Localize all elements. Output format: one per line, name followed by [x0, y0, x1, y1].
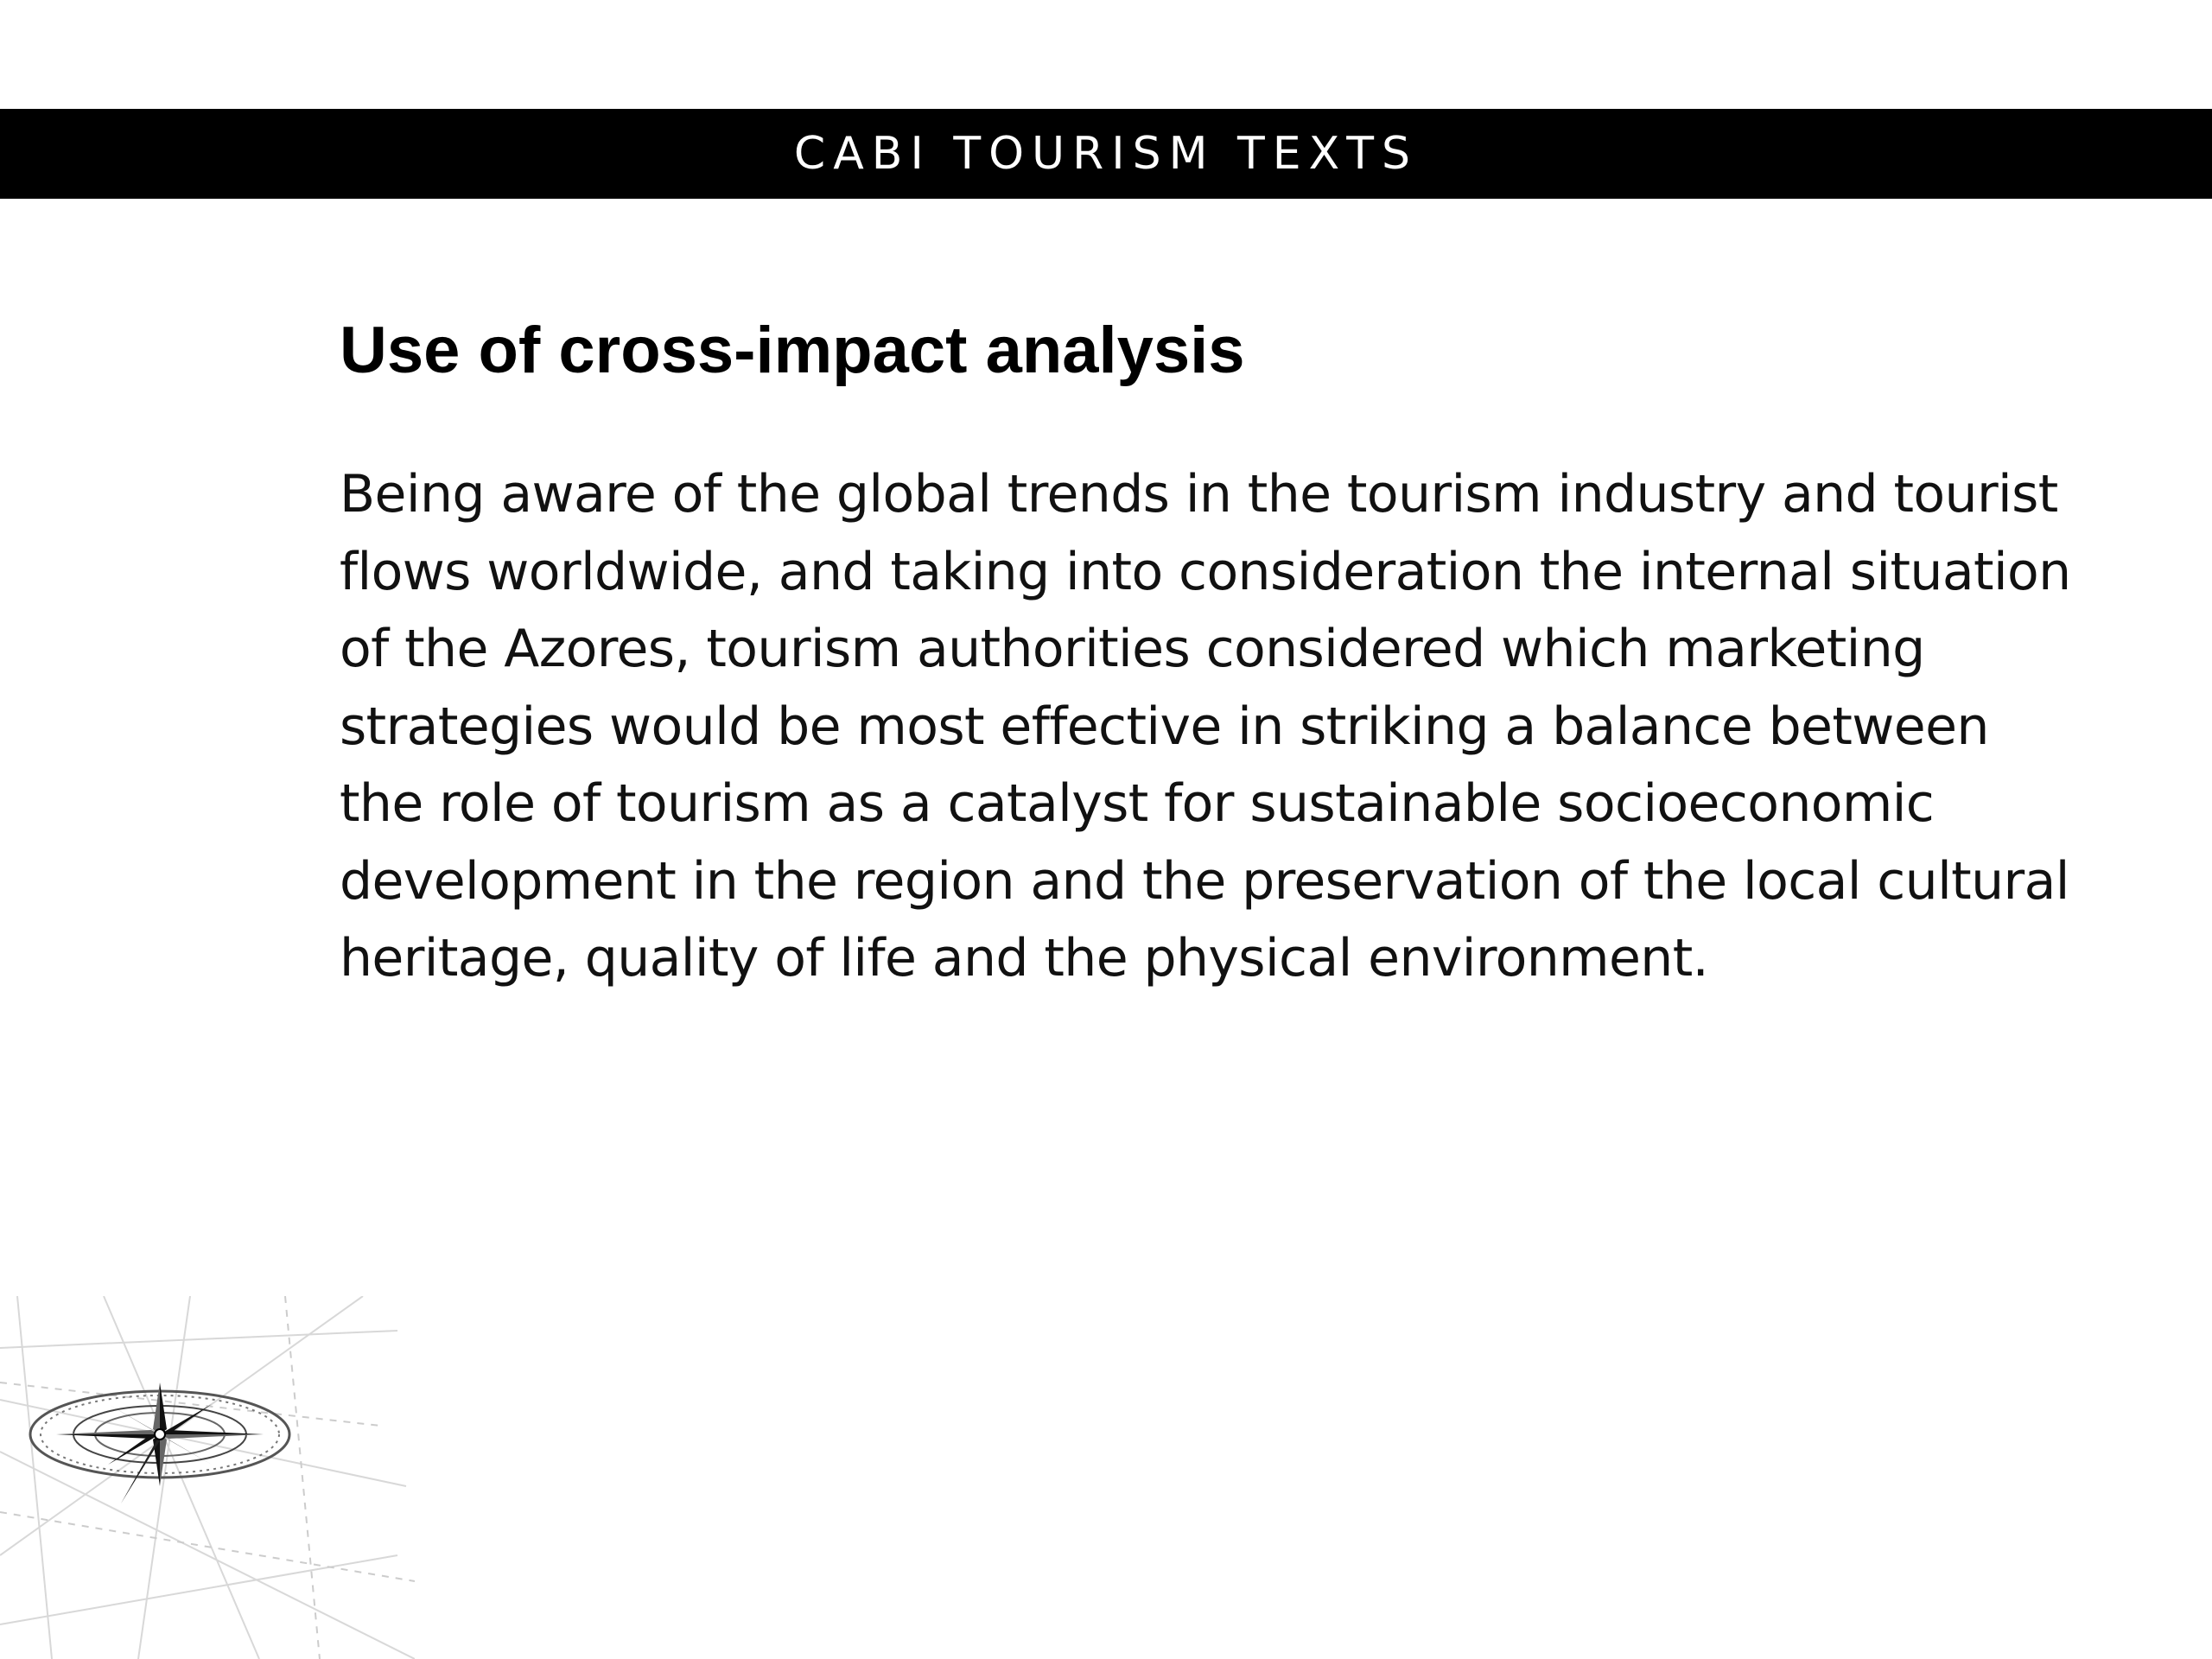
slide-title: Use of cross-impact analysis — [340, 314, 1245, 387]
header-title: CABI TOURISM TEXTS — [793, 128, 1419, 180]
compass-rose-icon — [0, 1296, 415, 1659]
slide-content — [340, 308, 2085, 1050]
slide-body-text: Being aware of the global trends in the tourism industry and tourist flows worldwide, and taking into consideration the internal situation of the Azores, tourism authorities considered which marketing strategies would be most effective in striking a balance between the role of tourism as a catalyst for sustainable socioeconomic development in the region and the preservation of the local cultural heritage, quality of life and the physical environment. — [340, 464, 2071, 988]
header-bar — [0, 109, 2212, 199]
